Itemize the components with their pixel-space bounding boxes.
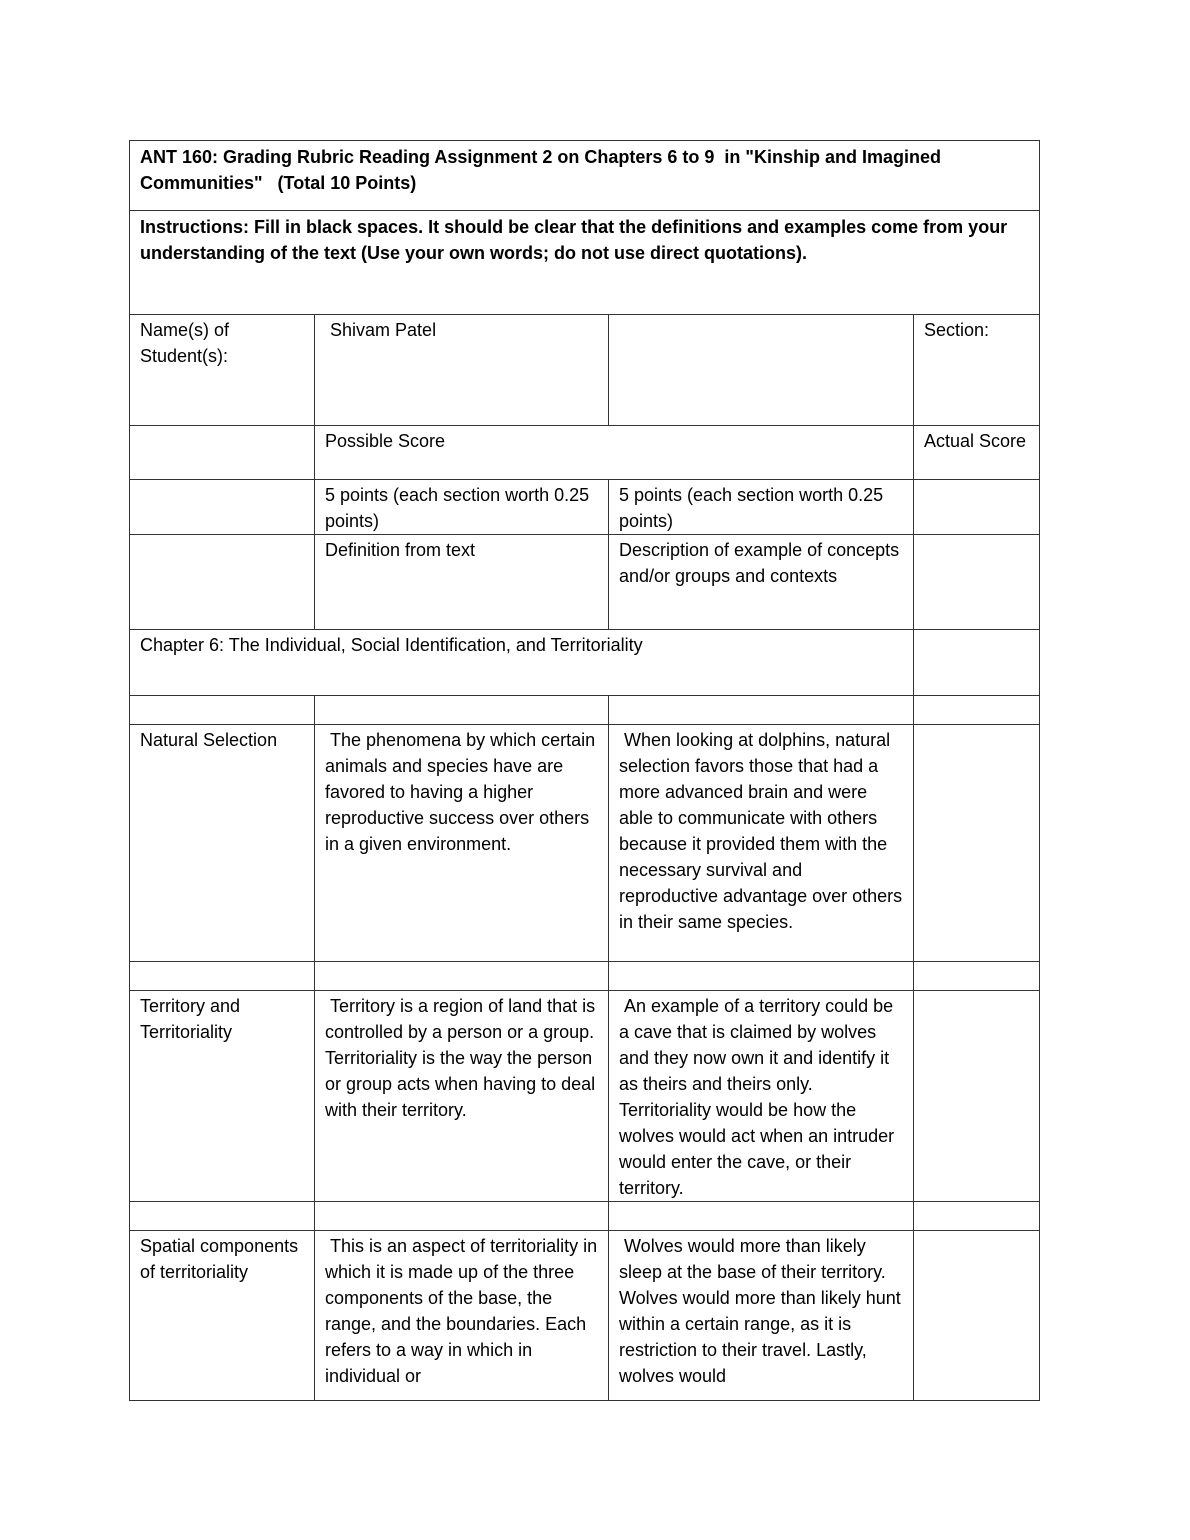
heading-blank: [130, 535, 315, 630]
student-name-extra[interactable]: [609, 315, 914, 426]
points-score-cell[interactable]: [914, 480, 1040, 535]
spacer-cell: [130, 1202, 315, 1231]
spacer-row: [130, 962, 1040, 991]
student-name-value[interactable]: Shivam Patel: [315, 315, 609, 426]
possible-score-row: [130, 426, 1040, 480]
spacer-cell: [130, 696, 315, 725]
actual-score-label: Actual Score: [914, 426, 1040, 480]
score-territory[interactable]: [914, 991, 1040, 1202]
definition-heading: Definition from text: [315, 535, 609, 630]
term-natural-selection: Natural Selection: [130, 725, 315, 962]
table-row: [130, 991, 1040, 1202]
column-heading-row: [130, 535, 1040, 630]
score-natural-selection[interactable]: [914, 725, 1040, 962]
student-name-label: Name(s) of Student(s):: [130, 315, 315, 426]
example-natural-selection[interactable]: When looking at dolphins, natural selection favors those that had a more advanced brain and were able to communicate with others because it provided them with the necessary survival and reproductive advantage over others in their same species.: [609, 725, 914, 962]
points-blank: [130, 480, 315, 535]
instructions-text: Instructions: Fill in black spaces. It should be clear that the definitions and examples come from your understanding of the text (Use your own words; do not use direct quotations).: [130, 211, 1040, 315]
grading-rubric-table: [129, 140, 1040, 1401]
points-row: [130, 480, 1040, 535]
term-spatial-components: Spatial components of territoriality: [130, 1231, 315, 1401]
section-label[interactable]: Section:: [914, 315, 1040, 426]
student-row: [130, 315, 1040, 426]
example-heading: Description of example of concepts and/or groups and contexts: [609, 535, 914, 630]
chapter-row: [130, 630, 1040, 696]
spacer-cell: [315, 696, 609, 725]
spacer-row: [130, 1202, 1040, 1231]
definition-points: 5 points (each section worth 0.25 points): [315, 480, 609, 535]
definition-spatial-components[interactable]: This is an aspect of territoriality in which it is made up of the three components of the base, the range, and the boundaries. Each refers to a way in which in individual or: [315, 1231, 609, 1401]
example-points: 5 points (each section worth 0.25 points): [609, 480, 914, 535]
spacer-cell: [609, 696, 914, 725]
instructions-row: [130, 211, 1040, 315]
term-territory: Territory and Territoriality: [130, 991, 315, 1202]
spacer-row: [130, 696, 1040, 725]
possible-score-label: Possible Score: [315, 426, 914, 480]
spacer-cell: [609, 1202, 914, 1231]
spacer-cell: [315, 962, 609, 991]
table-row: [130, 725, 1040, 962]
spacer-cell: [130, 962, 315, 991]
table-row: [130, 1231, 1040, 1401]
spacer-cell: [914, 1202, 1040, 1231]
spacer-cell: [315, 1202, 609, 1231]
heading-score-cell[interactable]: [914, 535, 1040, 630]
chapter-title: Chapter 6: The Individual, Social Identification, and Territoriality: [130, 630, 914, 696]
spacer-cell: [609, 962, 914, 991]
spacer-cell: [914, 696, 1040, 725]
chapter-score-cell[interactable]: [914, 630, 1040, 696]
example-territory[interactable]: An example of a territory could be a cave that is claimed by wolves and they now own it and identify it as theirs and theirs only. Territoriality would be how the wolves would act when an intruder would enter the cave, or their territory.: [609, 991, 914, 1202]
score-spatial-components[interactable]: [914, 1231, 1040, 1401]
spacer-cell: [914, 962, 1040, 991]
possible-score-blank: [130, 426, 315, 480]
example-spatial-components[interactable]: Wolves would more than likely sleep at the base of their territory. Wolves would more than likely hunt within a certain range, as it is restriction to their travel. Lastly, wolves would: [609, 1231, 914, 1401]
definition-territory[interactable]: Territory is a region of land that is controlled by a person or a group. Territoriality is the way the person or group acts when having to deal with their territory.: [315, 991, 609, 1202]
definition-natural-selection[interactable]: The phenomena by which certain animals and species have are favored to having a higher reproductive success over others in a given environment.: [315, 725, 609, 962]
rubric-title: ANT 160: Grading Rubric Reading Assignment 2 on Chapters 6 to 9 in "Kinship and Imagined Communities" (Total 10 Points): [130, 141, 1040, 211]
title-row: [130, 141, 1040, 211]
